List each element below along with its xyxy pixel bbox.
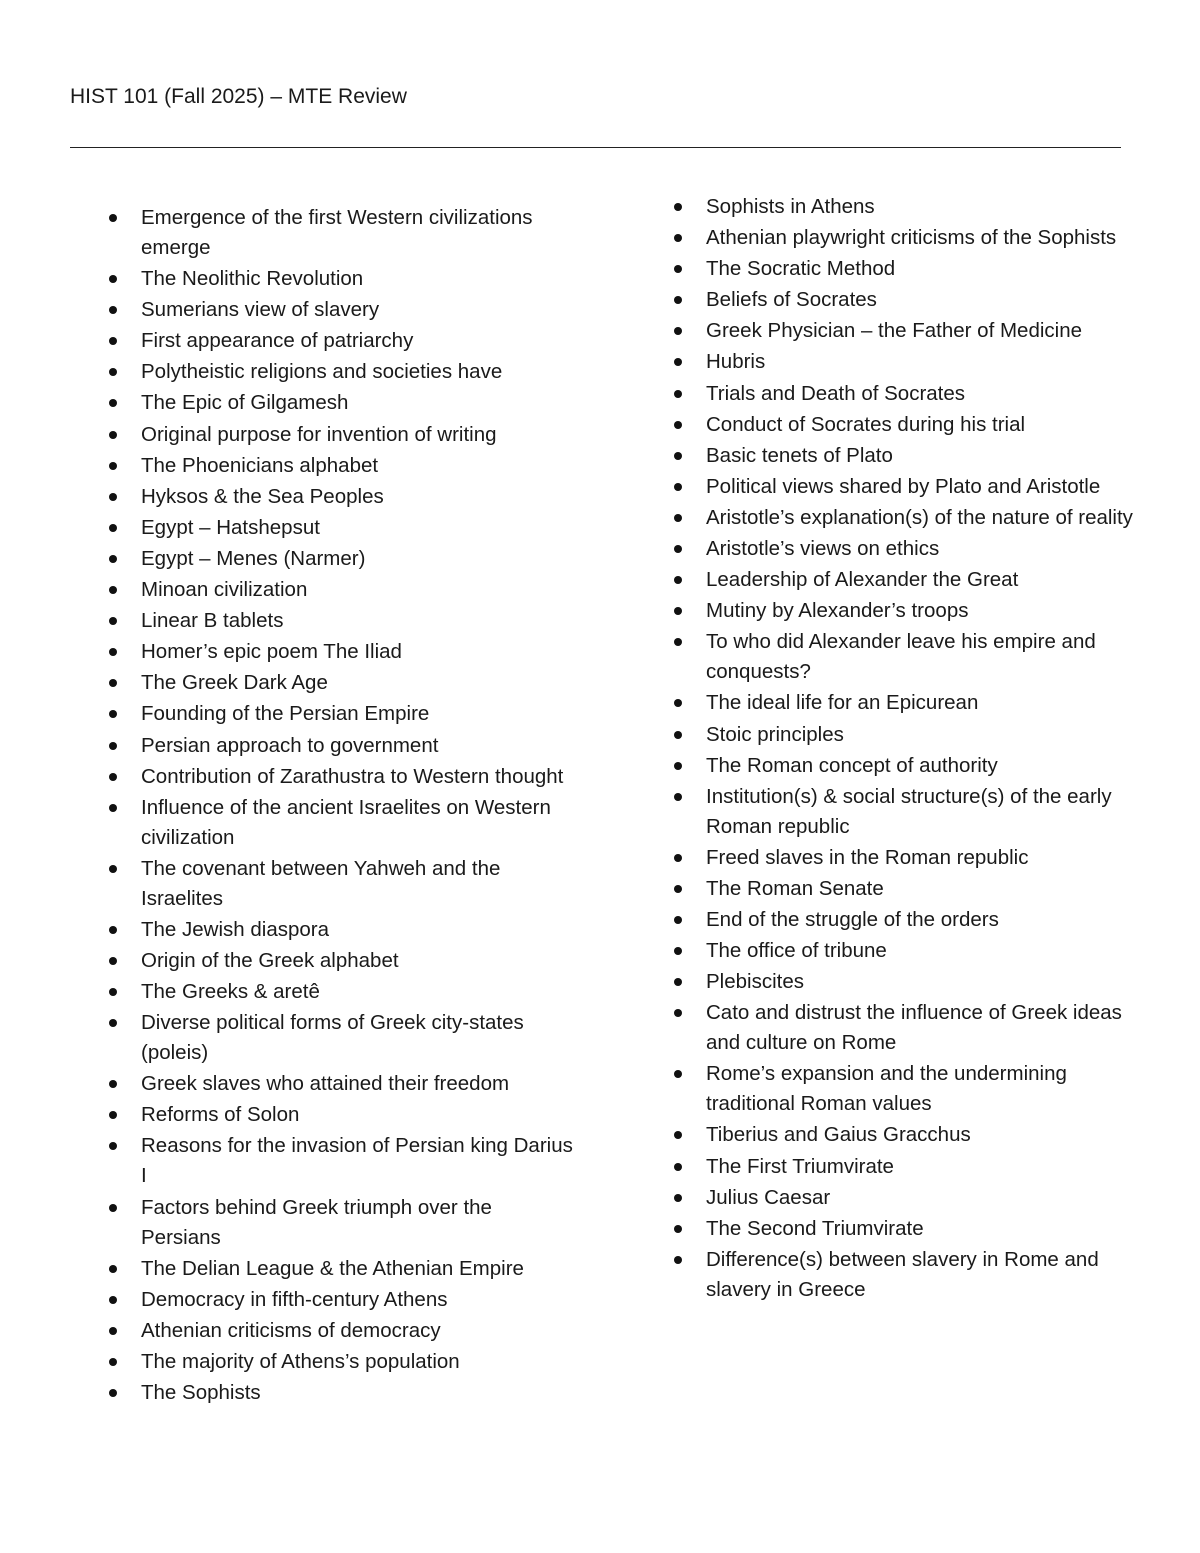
- list-item: Plebiscites: [669, 967, 1139, 997]
- list-item: Origin of the Greek alphabet: [104, 946, 574, 976]
- list-item: Democracy in fifth-century Athens: [104, 1285, 574, 1315]
- list-item: First appearance of patriarchy: [104, 326, 574, 356]
- list-item: Conduct of Socrates during his trial: [669, 410, 1139, 440]
- page-title: HIST 101 (Fall 2025) – MTE Review: [70, 85, 407, 108]
- list-item: Sumerians view of slavery: [104, 295, 574, 325]
- list-item: Freed slaves in the Roman republic: [669, 843, 1139, 873]
- list-item: The Jewish diaspora: [104, 915, 574, 945]
- list-item: The office of tribune: [669, 936, 1139, 966]
- list-item: Linear B tablets: [104, 606, 574, 636]
- header-divider: [70, 147, 1121, 148]
- list-item: Greek Physician – the Father of Medicine: [669, 316, 1139, 346]
- list-item: Hubris: [669, 347, 1139, 377]
- list-item: The Second Triumvirate: [669, 1214, 1139, 1244]
- list-item: Greek slaves who attained their freedom: [104, 1069, 574, 1099]
- list-item: Difference(s) between slavery in Rome and slavery in Greece: [669, 1245, 1139, 1305]
- list-item: Persian approach to government: [104, 731, 574, 761]
- list-item: Homer’s epic poem The Iliad: [104, 637, 574, 667]
- list-item: The Neolithic Revolution: [104, 264, 574, 294]
- list-item: Political views shared by Plato and Aristotle: [669, 472, 1139, 502]
- list-item: Trials and Death of Socrates: [669, 379, 1139, 409]
- list-item: Aristotle’s explanation(s) of the nature of reality: [669, 503, 1139, 533]
- list-item: Egypt – Hatshepsut: [104, 513, 574, 543]
- list-item: The Delian League & the Athenian Empire: [104, 1254, 574, 1284]
- list-item: The Epic of Gilgamesh: [104, 388, 574, 418]
- list-item: Hyksos & the Sea Peoples: [104, 482, 574, 512]
- list-item: Polytheistic religions and societies have: [104, 357, 574, 387]
- list-item: The Greeks & aretê: [104, 977, 574, 1007]
- list-item: The Sophists: [104, 1378, 574, 1408]
- list-item: The Roman Senate: [669, 874, 1139, 904]
- list-item: Athenian criticisms of democracy: [104, 1316, 574, 1346]
- list-item: End of the struggle of the orders: [669, 905, 1139, 935]
- list-item: The majority of Athens’s population: [104, 1347, 574, 1377]
- list-item: The Phoenicians alphabet: [104, 451, 574, 481]
- list-item: Rome’s expansion and the undermining traditional Roman values: [669, 1059, 1139, 1119]
- list-item: Stoic principles: [669, 720, 1139, 750]
- list-item: Beliefs of Socrates: [669, 285, 1139, 315]
- list-item: Factors behind Greek triumph over the Persians: [104, 1193, 574, 1253]
- list-item: The Roman concept of authority: [669, 751, 1139, 781]
- list-item: Mutiny by Alexander’s troops: [669, 596, 1139, 626]
- list-item: Minoan civilization: [104, 575, 574, 605]
- list-item: Reforms of Solon: [104, 1100, 574, 1130]
- list-item: Sophists in Athens: [669, 192, 1139, 222]
- list-item: Institution(s) & social structure(s) of the early Roman republic: [669, 782, 1139, 842]
- right-topic-list: [669, 192, 1139, 1306]
- list-item: Aristotle’s views on ethics: [669, 534, 1139, 564]
- list-item: Emergence of the first Western civilizations emerge: [104, 203, 574, 263]
- list-item: Diverse political forms of Greek city-states (poleis): [104, 1008, 574, 1068]
- list-item: Leadership of Alexander the Great: [669, 565, 1139, 595]
- list-item: To who did Alexander leave his empire and conquests?: [669, 627, 1139, 687]
- list-item: The First Triumvirate: [669, 1152, 1139, 1182]
- list-item: The Socratic Method: [669, 254, 1139, 284]
- list-item: The covenant between Yahweh and the Israelites: [104, 854, 574, 914]
- list-item: Reasons for the invasion of Persian king Darius I: [104, 1131, 574, 1191]
- list-item: Julius Caesar: [669, 1183, 1139, 1213]
- list-item: Cato and distrust the influence of Greek ideas and culture on Rome: [669, 998, 1139, 1058]
- list-item: Founding of the Persian Empire: [104, 699, 574, 729]
- list-item: Egypt – Menes (Narmer): [104, 544, 574, 574]
- list-item: Original purpose for invention of writing: [104, 420, 574, 450]
- list-item: Tiberius and Gaius Gracchus: [669, 1120, 1139, 1150]
- list-item: The Greek Dark Age: [104, 668, 574, 698]
- left-topic-list: [104, 203, 574, 1409]
- list-item: Influence of the ancient Israelites on Western civilization: [104, 793, 574, 853]
- list-item: Contribution of Zarathustra to Western thought: [104, 762, 574, 792]
- list-item: Basic tenets of Plato: [669, 441, 1139, 471]
- list-item: The ideal life for an Epicurean: [669, 688, 1139, 718]
- list-item: Athenian playwright criticisms of the Sophists: [669, 223, 1139, 253]
